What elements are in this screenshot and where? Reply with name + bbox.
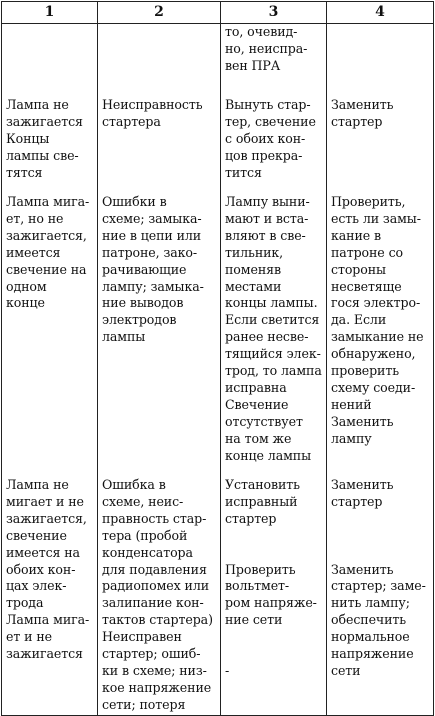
cell-text-cause bbox=[98, 24, 220, 97]
table-cell bbox=[2, 194, 98, 477]
cell-text-remedy: Заменить стартер Заменить стартер; заме- нить лампу; обеспечить нормальное напряжение сети bbox=[331, 477, 426, 678]
table-cell bbox=[221, 194, 327, 477]
table-cell bbox=[327, 97, 434, 194]
table-row bbox=[2, 477, 434, 715]
table-cell bbox=[2, 477, 98, 715]
cell-text-symptom: Лампа мига- ет, но не зажигается, имеется свечение на одном конце bbox=[6, 194, 90, 311]
cell-text-check: Установить исправный стартер Проверить вольтмет- ром напряже- ние сети - bbox=[225, 477, 317, 678]
cell-text-check: то, очевид- но, неиспра- вен ПРА bbox=[225, 24, 308, 73]
column-header-4: 4 bbox=[327, 2, 434, 24]
table-row bbox=[2, 194, 434, 477]
cell-text-check: Лампу выни- мают и вста- вляют в све- тильник, поменяв местами концы лампы. Если светится ранее несве- тящийся элек- трод, то лампа исправна Свечение отсутствует на том же конце лампы bbox=[225, 194, 322, 463]
cell-text-symptom: Лампа не зажигается Концы лампы све- тятся bbox=[6, 97, 83, 180]
cell-text-symptom bbox=[2, 24, 97, 97]
table-cell bbox=[221, 24, 327, 98]
cell-text-remedy bbox=[327, 24, 433, 97]
column-header-2: 2 bbox=[98, 2, 221, 24]
table-cell bbox=[98, 477, 221, 715]
table-header-row bbox=[2, 2, 434, 24]
cell-text-cause: Ошибка в схеме, неис- правность стар- тера (пробой конденсатора для подавления радиопомех или залипание кон- тактов стартера) Неисправен стартер; ошиб- ки в схеме; низ- кое напряжение сети; потеря bbox=[102, 477, 213, 712]
table-cell bbox=[2, 24, 98, 98]
table-cell bbox=[327, 194, 434, 477]
cell-text-cause: Неисправность стартера bbox=[102, 97, 203, 129]
table-cell bbox=[221, 97, 327, 194]
cell-text-remedy: Заменить стартер bbox=[331, 97, 394, 129]
cell-text-remedy: Проверить, есть ли замы- кание в патроне со стороны несветяще гося электро- да. Если замыкание не обнаружено, проверить схему соеди- нений Заменить лампу bbox=[331, 194, 424, 446]
table-cell bbox=[327, 24, 434, 98]
table-cell bbox=[2, 97, 98, 194]
column-header-3: 3 bbox=[221, 2, 327, 24]
cell-text-symptom: Лампа не мигает и не зажигается, свечение имеется на обоих кон- цах элек- трода Лампа мига- ет и не зажигается bbox=[6, 477, 90, 662]
table-cell bbox=[98, 194, 221, 477]
fault-table bbox=[1, 1, 434, 716]
table-cell bbox=[327, 477, 434, 715]
table-cell bbox=[98, 97, 221, 194]
table-cell bbox=[98, 24, 221, 98]
table-cell bbox=[221, 477, 327, 715]
column-header-1: 1 bbox=[2, 2, 98, 24]
cell-text-check: Вынуть стар- тер, свечение с обоих кон- цов прекра- тится bbox=[225, 97, 316, 180]
cell-text-cause: Ошибки в схеме; замыка- ние в цепи или патроне, зако- рачивающие лампу; замыка- ние выводов электродов лампы bbox=[102, 194, 204, 345]
table-row bbox=[2, 97, 434, 194]
table-row bbox=[2, 24, 434, 98]
